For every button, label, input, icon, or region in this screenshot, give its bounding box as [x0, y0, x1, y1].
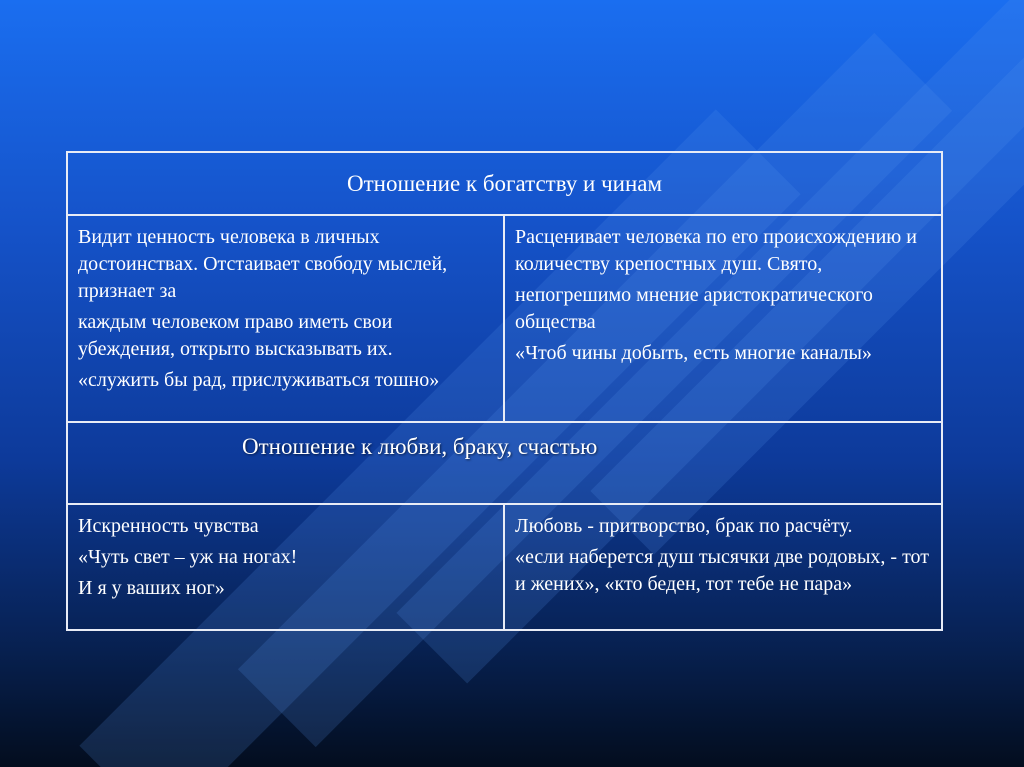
- table-row: [67, 215, 942, 422]
- cell-quote: «Чтоб чины добыть, есть многие каналы»: [515, 342, 872, 364]
- cell-quote: «Чуть свет – уж на ногах!: [78, 546, 298, 568]
- cell-text: Искренность чувства: [78, 515, 259, 537]
- table-row: [67, 152, 942, 215]
- section-header-wealth: [67, 152, 942, 215]
- table-cell-right: [504, 215, 942, 422]
- table-cell-right: [504, 504, 942, 630]
- cell-text: Расценивает человека по его происхождению и количеству крепостных душ. Свято,: [515, 226, 917, 275]
- cell-quote: И я у ваших ног»: [78, 577, 225, 599]
- section-header-love: [67, 422, 942, 504]
- table-cell-left: [67, 504, 504, 630]
- cell-text: Любовь - притворство, брак по расчёту.: [515, 515, 853, 537]
- cell-quote: «если наберется душ тысячки две родовых, - тот и жених», «кто беден, тот тебе не пара»: [515, 546, 930, 595]
- cell-quote: «служить бы рад, прислуживаться тошно»: [78, 369, 440, 391]
- comparison-table: [66, 151, 943, 631]
- section-title: Отношение к богатству и чинам: [346, 171, 663, 196]
- table-row: [67, 422, 942, 504]
- cell-text: каждым человеком право иметь свои убеждения, открыто высказывать их.: [78, 311, 393, 360]
- table-cell-left: [67, 215, 504, 422]
- section-title: Отношение к любви, браку, счастью: [242, 434, 598, 459]
- table-row: [67, 504, 942, 630]
- cell-text: Видит ценность человека в личных достоинствах. Отстаивает свободу мыслей, признает за: [78, 226, 448, 302]
- cell-text: непогрешимо мнение аристократического общества: [515, 284, 873, 333]
